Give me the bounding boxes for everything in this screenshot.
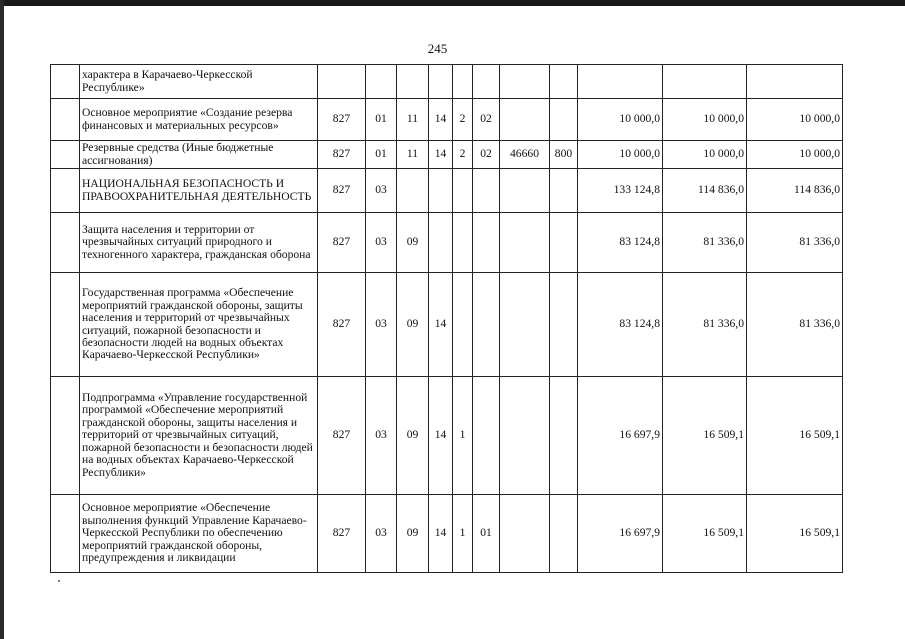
cell-row-index [51, 99, 80, 141]
cell-ministry-code [318, 65, 366, 99]
cell-section [366, 65, 397, 99]
table-row [51, 169, 843, 213]
cell-section: 03 [366, 377, 397, 495]
cell-expense-type [550, 65, 578, 99]
cell-amount-year-3: 10 000,0 [747, 99, 843, 141]
cell-name: Основное мероприятие «Обеспечение выполнения функций Управление Карачаево-Черкесской Республики по обеспечению мероприятий гражданской обороны, предупреждения и ликвидации [80, 495, 318, 573]
cell-amount-year-1: 10 000,0 [578, 141, 663, 169]
cell-program: 14 [429, 273, 453, 377]
cell-amount-year-1: 10 000,0 [578, 99, 663, 141]
cell-name: Основное мероприятие «Создание резерва финансовых и материальных ресурсов» [80, 99, 318, 141]
cell-section: 03 [366, 169, 397, 213]
cell-expense-type [550, 169, 578, 213]
cell-amount-year-1: 16 697,9 [578, 495, 663, 573]
cell-direction [500, 213, 550, 273]
cell-subprogram: 2 [453, 141, 473, 169]
cell-section: 03 [366, 495, 397, 573]
cell-name: Государственная программа «Обеспечение мероприятий гражданской обороны, защиты населения и территорий от чрезвычайных ситуаций, пожарной безопасности и безопасности людей на водных объектах Карачаево-Черкесской Республики» [80, 273, 318, 377]
cell-row-index [51, 141, 80, 169]
cell-section: 01 [366, 141, 397, 169]
cell-name: характера в Карачаево-Черкесской Республике» [80, 65, 318, 99]
cell-subprogram: 1 [453, 377, 473, 495]
cell-amount-year-2: 16 509,1 [663, 377, 747, 495]
cell-amount-year-2 [663, 65, 747, 99]
cell-ministry-code: 827 [318, 213, 366, 273]
cell-name: Подпрограмма «Управление государственной программой «Обеспечение мероприятий гражданской обороны, защиты населения и территорий от чрезвычайных ситуаций, пожарной безопасности и безопасности людей на водных объектах Карачаево-Черкесской Республики» [80, 377, 318, 495]
cell-subprogram: 2 [453, 99, 473, 141]
cell-amount-year-3: 81 336,0 [747, 273, 843, 377]
cell-subprogram: 1 [453, 495, 473, 573]
table-row [51, 377, 843, 495]
cell-amount-year-3: 16 509,1 [747, 495, 843, 573]
cell-expense-type [550, 273, 578, 377]
cell-row-index [51, 495, 80, 573]
cell-ministry-code: 827 [318, 99, 366, 141]
cell-main-activity [473, 273, 500, 377]
cell-subsection [397, 169, 429, 213]
cell-subprogram [453, 65, 473, 99]
cell-direction [500, 169, 550, 213]
cell-program [429, 213, 453, 273]
cell-amount-year-2: 114 836,0 [663, 169, 747, 213]
cell-subsection: 09 [397, 495, 429, 573]
cell-amount-year-2: 10 000,0 [663, 99, 747, 141]
cell-program [429, 65, 453, 99]
cell-direction [500, 495, 550, 573]
cell-subsection: 11 [397, 99, 429, 141]
cell-program: 14 [429, 377, 453, 495]
cell-expense-type: 800 [550, 141, 578, 169]
cell-subsection: 09 [397, 377, 429, 495]
scan-border-left [0, 0, 4, 639]
cell-name: Защита населения и территории от чрезвычайных ситуаций природного и техногенного характера, гражданская оборона [80, 213, 318, 273]
cell-section: 03 [366, 273, 397, 377]
cell-main-activity [473, 169, 500, 213]
cell-amount-year-3: 10 000,0 [747, 141, 843, 169]
cell-direction [500, 65, 550, 99]
cell-expense-type [550, 495, 578, 573]
cell-subsection: 09 [397, 213, 429, 273]
cell-program [429, 169, 453, 213]
cell-main-activity: 02 [473, 99, 500, 141]
cell-name: НАЦИОНАЛЬНАЯ БЕЗОПАСНОСТЬ И ПРАВООХРАНИТЕЛЬНАЯ ДЕЯТЕЛЬНОСТЬ [80, 169, 318, 213]
cell-subprogram [453, 273, 473, 377]
cell-direction [500, 99, 550, 141]
cell-amount-year-2: 10 000,0 [663, 141, 747, 169]
cell-amount-year-1: 83 124,8 [578, 273, 663, 377]
cell-main-activity [473, 65, 500, 99]
cell-row-index [51, 377, 80, 495]
budget-table [50, 64, 843, 573]
cell-ministry-code: 827 [318, 495, 366, 573]
table-row [51, 495, 843, 573]
cell-program: 14 [429, 141, 453, 169]
cell-amount-year-1: 83 124,8 [578, 213, 663, 273]
cell-amount-year-2: 16 509,1 [663, 495, 747, 573]
cell-amount-year-3: 114 836,0 [747, 169, 843, 213]
cell-ministry-code: 827 [318, 273, 366, 377]
cell-main-activity: 01 [473, 495, 500, 573]
cell-amount-year-1 [578, 65, 663, 99]
cell-amount-year-1: 16 697,9 [578, 377, 663, 495]
cell-amount-year-3: 16 509,1 [747, 377, 843, 495]
cell-program: 14 [429, 495, 453, 573]
cell-section: 03 [366, 213, 397, 273]
cell-expense-type [550, 213, 578, 273]
cell-subprogram [453, 213, 473, 273]
table-row [51, 213, 843, 273]
cell-main-activity: 02 [473, 141, 500, 169]
cell-subprogram [453, 169, 473, 213]
cell-subsection: 09 [397, 273, 429, 377]
cell-subsection [397, 65, 429, 99]
page-number: 245 [427, 41, 448, 56]
scan-border-top [0, 0, 905, 6]
cell-subsection: 11 [397, 141, 429, 169]
cell-main-activity [473, 213, 500, 273]
cell-ministry-code: 827 [318, 377, 366, 495]
cell-program: 14 [429, 99, 453, 141]
cell-name: Резервные средства (Иные бюджетные ассигнования) [80, 141, 318, 169]
cell-amount-year-2: 81 336,0 [663, 273, 747, 377]
table-row [51, 141, 843, 169]
cell-amount-year-3: 81 336,0 [747, 213, 843, 273]
cell-amount-year-1: 133 124,8 [578, 169, 663, 213]
cell-direction: 46660 [500, 141, 550, 169]
cell-amount-year-3 [747, 65, 843, 99]
cell-expense-type [550, 99, 578, 141]
cell-row-index [51, 273, 80, 377]
table-row [51, 273, 843, 377]
cell-ministry-code: 827 [318, 169, 366, 213]
cell-expense-type [550, 377, 578, 495]
cell-amount-year-2: 81 336,0 [663, 213, 747, 273]
table-row [51, 65, 843, 99]
cell-row-index [51, 213, 80, 273]
table-row [51, 99, 843, 141]
cell-section: 01 [366, 99, 397, 141]
cell-ministry-code: 827 [318, 141, 366, 169]
cell-row-index [51, 169, 80, 213]
cell-main-activity [473, 377, 500, 495]
scan-speck [58, 580, 60, 582]
cell-direction [500, 377, 550, 495]
cell-direction [500, 273, 550, 377]
cell-row-index [51, 65, 80, 99]
